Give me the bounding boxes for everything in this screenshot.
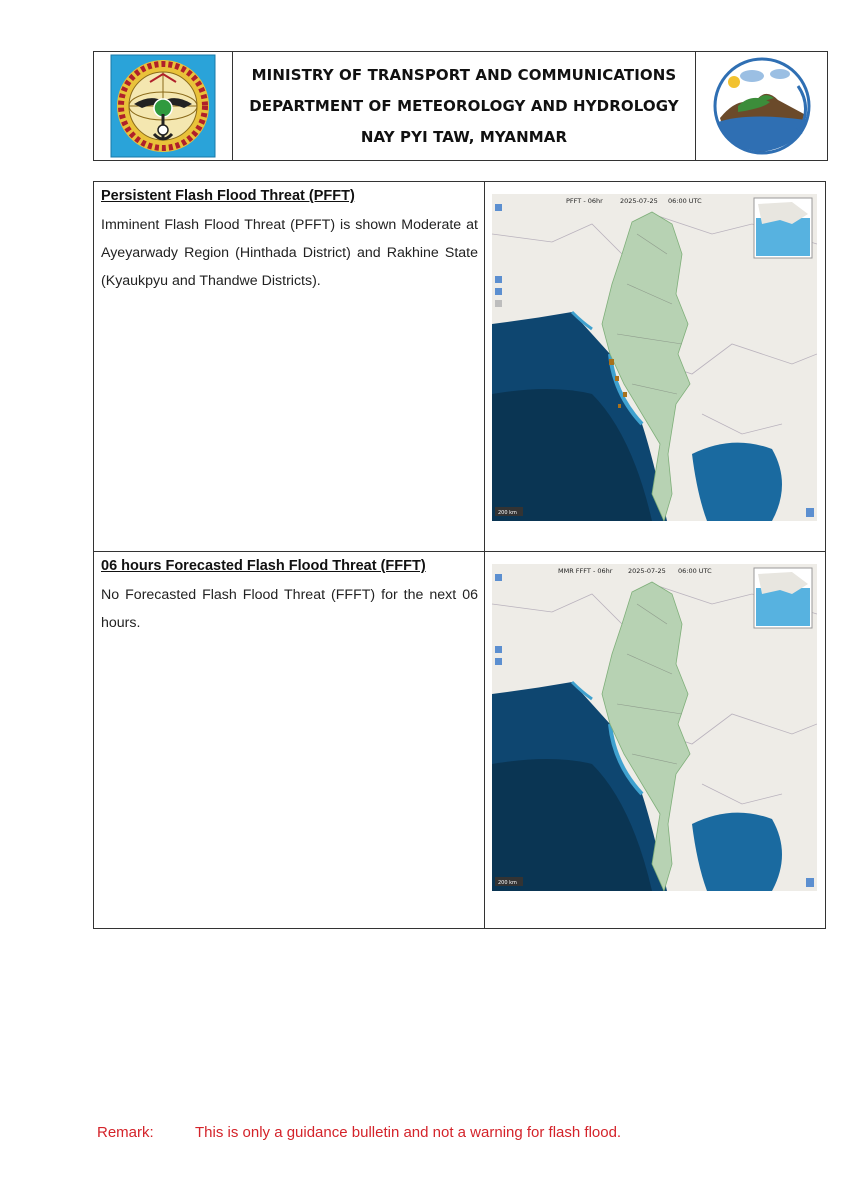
- department-logo-cell: [696, 52, 827, 160]
- pfft-map-time: 06:00 UTC: [668, 197, 702, 205]
- letterhead: [93, 51, 828, 161]
- pfft-map: [492, 194, 817, 521]
- ffft-map-date: 2025-07-25: [628, 567, 666, 575]
- ffft-row: [94, 552, 825, 928]
- ffft-map: [492, 564, 817, 891]
- bulletin-table: [93, 181, 826, 929]
- pfft-description: Imminent Flash Flood Threat (PFFT) is shown Moderate at Ayeyarwady Region (Hinthada District) and Rakhine State (Kyaukpyu and Thandwe Districts).: [101, 217, 478, 289]
- pfft-text-cell: [94, 182, 485, 551]
- ffft-map-cell: [485, 552, 825, 928]
- ffft-map-label: MMR FFFT - 06hr: [558, 567, 613, 575]
- ffft-title: 06 hours Forecasted Flash Flood Threat (FFFT): [101, 558, 426, 574]
- department-name: DEPARTMENT OF METEOROLOGY AND HYDROLOGY: [249, 96, 679, 115]
- ffft-description: No Forecasted Flash Flood Threat (FFFT) for the next 06 hours.: [101, 587, 478, 631]
- header-titles: [233, 52, 696, 160]
- ministry-name: MINISTRY OF TRANSPORT AND COMMUNICATIONS: [251, 65, 677, 84]
- ministry-emblem-icon: [110, 54, 216, 158]
- ffft-scale-label: 200 km: [498, 880, 517, 886]
- ffft-map-time: 06:00 UTC: [678, 567, 712, 575]
- pfft-row: [94, 182, 825, 552]
- ffft-text-cell: [94, 552, 485, 928]
- pfft-scale-label: 200 km: [498, 510, 517, 516]
- hydrology-cycle-icon: [708, 56, 816, 156]
- ministry-logo-cell: [94, 52, 233, 160]
- remark: [97, 1124, 621, 1141]
- pfft-map-label: PFFT - 06hr: [566, 197, 603, 205]
- remark-text: This is only a guidance bulletin and not a warning for flash flood.: [195, 1124, 622, 1141]
- location: NAY PYI TAW, MYANMAR: [360, 127, 568, 146]
- pfft-title: Persistent Flash Flood Threat (PFFT): [101, 188, 355, 204]
- remark-label: Remark:: [97, 1124, 154, 1141]
- pfft-map-cell: [485, 182, 825, 551]
- pfft-map-date: 2025-07-25: [620, 197, 658, 205]
